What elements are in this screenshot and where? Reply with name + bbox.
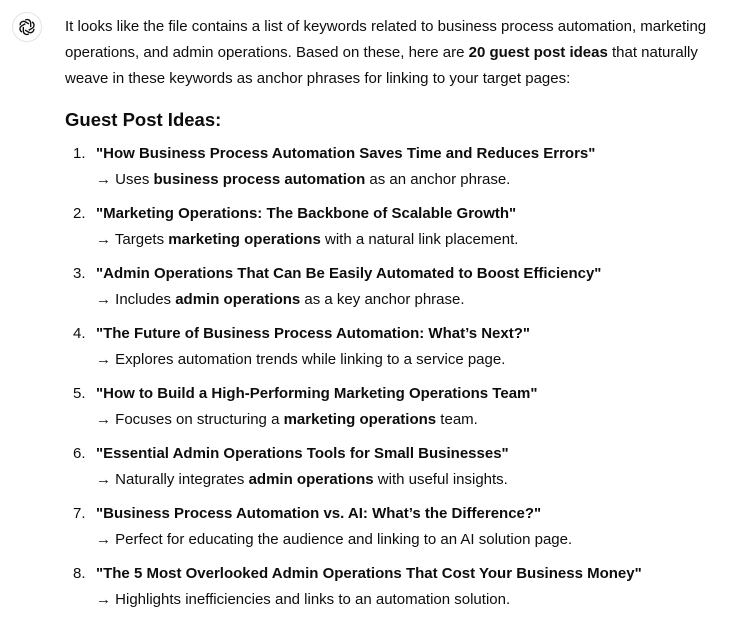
idea-note bbox=[96, 407, 745, 433]
list-item-number: 3. bbox=[73, 265, 86, 282]
list-item bbox=[65, 321, 745, 381]
idea-note bbox=[96, 527, 745, 553]
idea-title: "How Business Process Automation Saves Time and Reduces Errors" bbox=[96, 145, 596, 162]
idea-note bbox=[96, 347, 745, 373]
anchor-phrase: marketing operations bbox=[283, 411, 437, 428]
anchor-phrase: admin operations bbox=[175, 291, 301, 308]
anchor-phrase: business process automation bbox=[153, 171, 366, 188]
idea-note-text-end: with useful insights. bbox=[373, 471, 508, 488]
idea-note bbox=[96, 287, 745, 313]
idea-note bbox=[96, 227, 745, 253]
idea-note-text-end: team. bbox=[436, 411, 478, 428]
list-item-number: 8. bbox=[73, 565, 86, 582]
idea-title: "How to Build a High-Performing Marketing Operations Team" bbox=[96, 385, 538, 402]
idea-note-text: → Includes bbox=[96, 291, 176, 308]
list-item bbox=[65, 201, 745, 261]
list-item-number: 1. bbox=[73, 145, 86, 162]
section-heading: Guest Post Ideas: bbox=[65, 109, 222, 130]
idea-note-text: → Highlights inefficiencies and links to an automation solution. bbox=[96, 591, 511, 608]
list-item bbox=[65, 501, 745, 561]
idea-note-text: → Focuses on structuring a bbox=[96, 411, 284, 428]
idea-title: "The 5 Most Overlooked Admin Operations That Cost Your Business Money" bbox=[96, 565, 642, 582]
list-item-number: 5. bbox=[73, 385, 86, 402]
list-item bbox=[65, 141, 745, 201]
list-item-number: 2. bbox=[73, 205, 86, 222]
idea-note-text: → Naturally integrates bbox=[96, 471, 249, 488]
list-item-number: 6. bbox=[73, 445, 86, 462]
idea-note bbox=[96, 467, 745, 493]
list-item bbox=[65, 261, 745, 321]
assistant-avatar bbox=[12, 12, 42, 42]
anchor-phrase: admin operations bbox=[248, 471, 374, 488]
idea-note-text: → Targets bbox=[96, 231, 169, 248]
idea-note-text: → Explores automation trends while linking to a service page. bbox=[96, 351, 506, 368]
guest-post-ideas-list bbox=[65, 141, 745, 621]
assistant-message bbox=[65, 14, 745, 621]
list-item bbox=[65, 441, 745, 501]
idea-title: "Business Process Automation vs. AI: What’s the Difference?" bbox=[96, 505, 542, 522]
idea-title: "Essential Admin Operations Tools for Small Businesses" bbox=[96, 445, 509, 462]
idea-title: "Marketing Operations: The Backbone of Scalable Growth" bbox=[96, 205, 517, 222]
openai-logo-icon bbox=[17, 17, 37, 37]
list-item-number: 7. bbox=[73, 505, 86, 522]
list-item-number: 4. bbox=[73, 325, 86, 342]
intro-text: It looks like the file contains a list of keywords related to business process automation, marketing operations, and admin operations. Based on these, here are bbox=[65, 18, 707, 61]
intro-text-end: that naturally weave in these keywords as anchor phrases for linking to your target pages: bbox=[65, 44, 698, 87]
idea-note bbox=[96, 167, 745, 193]
idea-note-text: → Uses bbox=[96, 171, 154, 188]
idea-note-text: → Perfect for educating the audience and linking to an AI solution page. bbox=[96, 531, 573, 548]
idea-title: "Admin Operations That Can Be Easily Automated to Boost Efficiency" bbox=[96, 265, 602, 282]
list-item bbox=[65, 381, 745, 441]
idea-note-text-end: as an anchor phrase. bbox=[365, 171, 511, 188]
idea-note-text-end: with a natural link placement. bbox=[320, 231, 519, 248]
intro-paragraph bbox=[65, 14, 745, 92]
idea-note-text-end: as a key anchor phrase. bbox=[300, 291, 465, 308]
intro-bold-text: 20 guest post ideas bbox=[468, 44, 608, 61]
anchor-phrase: marketing operations bbox=[168, 231, 321, 248]
list-item bbox=[65, 561, 745, 621]
idea-title: "The Future of Business Process Automation: What’s Next?" bbox=[96, 325, 530, 342]
idea-note bbox=[96, 587, 745, 613]
